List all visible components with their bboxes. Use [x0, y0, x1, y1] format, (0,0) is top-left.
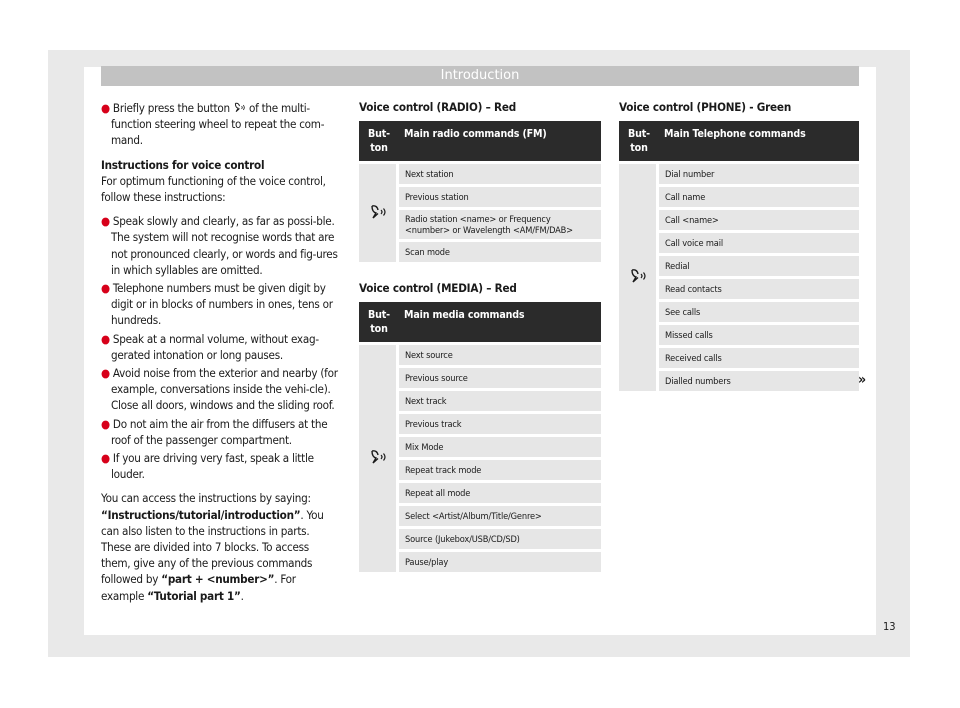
tip-item: ● If you are driving very fast, speak a little louder.: [101, 451, 314, 482]
command-row: Scan mode: [399, 242, 601, 262]
command-row: Pause/play: [399, 552, 601, 572]
press-button-bullet: ● Briefly press the button of the multi-function steering wheel to repeat the com-mand.: [101, 101, 325, 148]
command-row: Previous track: [399, 414, 601, 434]
instructions-intro: For optimum functioning of the voice control, follow these instructions:: [101, 173, 326, 205]
intro-column: [101, 100, 341, 612]
command-row: Radio station <name> or Frequency <number> or Wavelength <AM/FM/DAB>: [399, 210, 601, 239]
commands-column-header: Main Telephone commands: [659, 121, 859, 161]
command-row: Next source: [399, 345, 601, 365]
bullet-icon: ●: [101, 451, 110, 466]
command-row: Repeat all mode: [399, 483, 601, 503]
radio-commands-table: [359, 118, 601, 265]
bullet-icon: ●: [101, 331, 110, 346]
tip-item: ● Avoid noise from the exterior and nearby (for example, conversations inside the vehi-cle). Close all doors, windows and the sliding roof.: [101, 366, 338, 413]
media-commands-table: [359, 299, 601, 575]
voice-control-icon: [369, 449, 387, 465]
access-instructions: You can access the instructions by saying: “Instructions/tutorial/introduction”. You can also listen to the instructions in parts. These are divided into 7 blocks. To access them, give any of the previous commands followed by “part + <number>”. For example “Tutorial part 1”.: [101, 491, 324, 603]
button-cell: [359, 345, 399, 572]
command-row: Next station: [399, 164, 601, 184]
bullet-icon: ●: [101, 101, 110, 115]
button-column-header: But-ton: [359, 121, 399, 161]
bullet-icon: ●: [101, 366, 110, 381]
command-row: Call <name>: [659, 210, 859, 230]
command-row: Redial: [659, 256, 859, 276]
voice-control-icon: [369, 204, 387, 220]
command-row: Dial number: [659, 164, 859, 184]
bullet-icon: ●: [101, 416, 110, 431]
command-row: Source (Jukebox/USB/CD/SD): [399, 529, 601, 549]
command-row: Call voice mail: [659, 233, 859, 253]
command-row: Next track: [399, 391, 601, 411]
radio-section-title: Voice control (RADIO) – Red: [359, 100, 517, 114]
instructions-heading: Instructions for voice control: [101, 157, 265, 172]
tip-item: ● Do not aim the air from the diffusers at the roof of the passenger compartment.: [101, 416, 328, 447]
tip-item: ● Telephone numbers must be given digit by digit or in blocks of numbers in ones, tens or hundreds.: [101, 281, 333, 328]
tip-item: ● Speak at a normal volume, without exag-gerated intonation or long pauses.: [101, 331, 319, 362]
command-row: See calls: [659, 302, 859, 322]
command-row: Mix Mode: [399, 437, 601, 457]
command-row: Dialled numbers: [659, 371, 859, 391]
voice-control-icon: [629, 268, 647, 284]
button-column-header: But-ton: [619, 121, 659, 161]
section-header: Introduction: [101, 66, 859, 86]
continued-marker: »: [858, 372, 867, 388]
command-row: Read contacts: [659, 279, 859, 299]
bullet-icon: ●: [101, 281, 110, 296]
command-row: Repeat track mode: [399, 460, 601, 480]
button-column-header: But-ton: [359, 302, 399, 342]
media-section-title: Voice control (MEDIA) – Red: [359, 281, 517, 295]
phone-commands-table: [619, 118, 859, 394]
command-row: Previous source: [399, 368, 601, 388]
command-row: Received calls: [659, 348, 859, 368]
command-row: Missed calls: [659, 325, 859, 345]
command-row: Previous station: [399, 187, 601, 207]
commands-column-header: Main media commands: [399, 302, 601, 342]
voice-control-icon: [233, 102, 246, 113]
tip-item: ● Speak slowly and clearly, as far as possi-ble. The system will not recognise words that are not pronounced clearly, or words and fig-ures in which syllables are omitted.: [101, 214, 338, 277]
phone-section-title: Voice control (PHONE) - Green: [619, 100, 792, 114]
button-cell: [359, 164, 399, 262]
commands-column-header: Main radio commands (FM): [399, 121, 601, 161]
command-row: Select <Artist/Album/Title/Genre>: [399, 506, 601, 526]
page-number: 13: [883, 620, 896, 633]
command-row: Call name: [659, 187, 859, 207]
button-cell: [619, 164, 659, 391]
bullet-icon: ●: [101, 214, 110, 229]
